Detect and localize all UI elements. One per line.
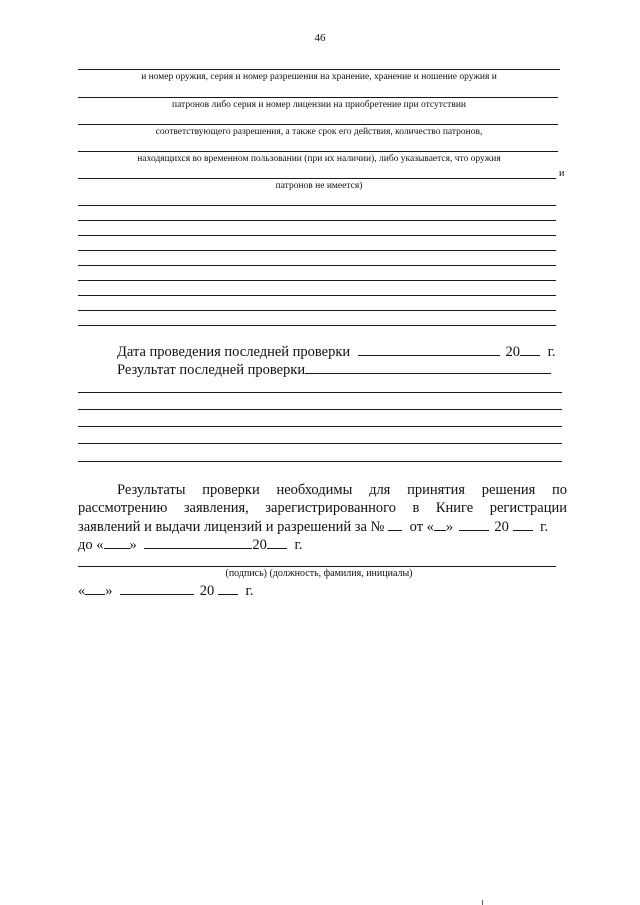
results-line-1 <box>117 481 567 499</box>
last-check-year-field[interactable] <box>520 342 540 356</box>
scan-edge-mark <box>482 900 483 905</box>
registration-year-field[interactable] <box>513 517 533 531</box>
weapon-entry-line-4[interactable] <box>78 151 558 152</box>
result-entry-line[interactable] <box>78 409 562 410</box>
blank-entry-line[interactable] <box>78 310 556 311</box>
deadline-date-open: до « <box>78 537 104 553</box>
blank-entry-line[interactable] <box>78 250 556 251</box>
word: зарегистрированного <box>265 500 397 516</box>
last-check-date-row <box>117 342 556 361</box>
weapon-caption-line-2: патронов либо серия и номер лицензии на приобретение при отсутствии <box>172 100 466 110</box>
result-entry-line[interactable] <box>78 443 562 444</box>
signature-day-field[interactable] <box>85 581 105 595</box>
weapon-entry-line-5[interactable] <box>78 178 556 179</box>
word: для <box>369 482 391 498</box>
signature-line[interactable] <box>78 566 556 567</box>
blank-entry-line[interactable] <box>78 220 556 221</box>
word: решения <box>481 482 536 498</box>
last-check-date-label: Дата проведения последней проверки <box>117 344 351 360</box>
word: в <box>412 500 420 516</box>
word: регистрации <box>489 500 568 516</box>
results-line-4 <box>78 535 302 554</box>
results-line-3 <box>78 517 548 536</box>
results-line-2 <box>78 499 567 517</box>
registration-year-prefix: 20 <box>494 519 509 535</box>
last-check-year-suffix: г. <box>547 344 556 360</box>
blank-entry-line[interactable] <box>78 235 556 236</box>
blank-entry-line[interactable] <box>78 280 556 281</box>
registration-day-field[interactable] <box>434 517 446 531</box>
blank-entry-line[interactable] <box>78 265 556 266</box>
registration-year-suffix: г. <box>540 519 549 535</box>
result-entry-line[interactable] <box>78 461 562 462</box>
word: проверки <box>202 482 260 498</box>
word: необходимы <box>276 482 353 498</box>
deadline-year-field[interactable] <box>267 535 287 549</box>
last-check-result-row <box>117 360 551 379</box>
word: рассмотрению <box>78 500 168 516</box>
weapon-entry-line-1[interactable] <box>78 69 560 70</box>
blank-entry-line[interactable] <box>78 325 556 326</box>
word: Книге <box>435 500 474 516</box>
weapon-caption-line-4: находящихся во временном пользовании (при их наличии), либо указывается, что оружия <box>137 154 501 164</box>
signature-year-suffix: г. <box>245 583 254 599</box>
last-check-result-field[interactable] <box>305 360 551 374</box>
deadline-year-prefix: 20 <box>252 537 267 553</box>
signature-month-field[interactable] <box>120 581 194 595</box>
word: Результаты <box>117 482 186 498</box>
signature-date-open: « <box>78 583 86 599</box>
weapon-caption-line-5: патронов не имеется) <box>275 181 363 191</box>
last-check-result-label: Результат последней проверки <box>117 362 306 378</box>
registration-date-open: от « <box>409 519 434 535</box>
deadline-month-field[interactable] <box>144 535 252 549</box>
signature-caption: (подпись) (должность, фамилия, инициалы) <box>225 568 413 579</box>
registration-number-field[interactable] <box>388 517 402 531</box>
word: принятия <box>407 482 466 498</box>
signature-date-close: » <box>105 583 113 599</box>
weapon-entry-line-3[interactable] <box>78 124 558 125</box>
deadline-date-close: » <box>129 537 137 553</box>
deadline-day-field[interactable] <box>104 535 130 549</box>
blank-entry-line[interactable] <box>78 295 556 296</box>
trailing-conjunction: и <box>559 168 565 179</box>
result-entry-line[interactable] <box>78 392 562 393</box>
registration-month-field[interactable] <box>459 517 489 531</box>
weapon-entry-line-2[interactable] <box>78 97 558 98</box>
weapon-caption-line-1: и номер оружия, серия и номер разрешения на хранение, хранение и ношение оружия и <box>141 72 497 82</box>
blank-entry-line[interactable] <box>78 205 556 206</box>
registration-date-close: » <box>445 519 454 535</box>
last-check-date-field[interactable] <box>358 342 500 356</box>
weapon-caption-line-3: соответствующего разрешения, а также срок его действия, количество патронов, <box>155 127 483 137</box>
signature-year-prefix: 20 <box>199 583 215 599</box>
word: заявления, <box>183 500 249 516</box>
word: по <box>552 482 568 498</box>
registration-text: заявлений и выдачи лицензий и разрешений за № <box>78 519 385 535</box>
deadline-year-suffix: г. <box>294 537 303 553</box>
result-entry-line[interactable] <box>78 426 562 427</box>
signature-year-field[interactable] <box>218 581 238 595</box>
page-number: 46 <box>314 32 326 44</box>
signature-date-row <box>78 581 253 600</box>
last-check-year-prefix: 20 <box>505 344 520 360</box>
